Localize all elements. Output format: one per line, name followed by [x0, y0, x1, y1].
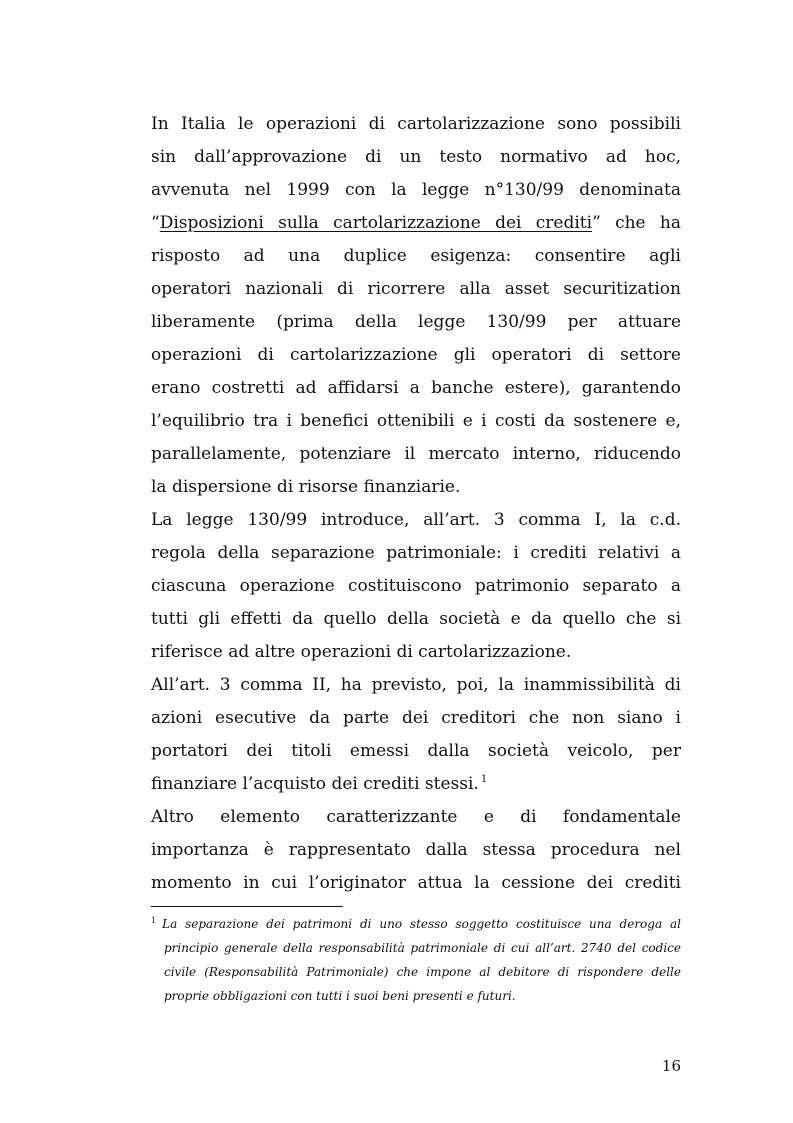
footnote-reference[interactable]: 1	[480, 774, 488, 786]
footnote-line: proprie obbligazioni con tutti i suoi beni presenti e futuri.	[164, 989, 516, 1003]
text-line: risposto ad una duplice esigenza: consentire agli	[151, 246, 681, 266]
text-line: portatori dei titoli emessi dalla società veicolo, per	[151, 741, 681, 761]
text-line: All’art. 3 comma II, ha previsto, poi, la inammissibilità di	[151, 675, 681, 695]
text-line: Altro elemento caratterizzante e di fondamentale	[151, 807, 681, 827]
text-line: la dispersione di risorse finanziarie.	[151, 477, 461, 497]
footnote-mark: 1	[151, 916, 157, 925]
text-line: l’equilibrio tra i benefici ottenibili e i costi da sostenere e,	[151, 411, 681, 431]
text-line: liberamente (prima della legge 130/99 per attuare	[151, 312, 681, 332]
text-line-with-footnote-ref	[151, 768, 681, 801]
text-line: sin dall’approvazione di un testo normativo ad hoc,	[151, 147, 681, 167]
text-line: tutti gli effetti da quello della società e da quello che si	[151, 609, 681, 629]
text-line: ciascuna operazione costituiscono patrimonio separato a	[151, 576, 681, 596]
law-title: Disposizioni sulla cartolarizzazione dei crediti	[159, 213, 593, 233]
text-line: importanza è rappresentato dalla stessa procedura nel	[151, 840, 681, 860]
main-text	[151, 108, 681, 900]
text-line-with-title	[151, 207, 681, 240]
text-line: regola della separazione patrimoniale: i crediti relativi a	[151, 543, 681, 563]
text-line: In Italia le operazioni di cartolarizzazione sono possibili	[151, 114, 681, 134]
text-line: operazioni di cartolarizzazione gli operatori di settore	[151, 345, 681, 365]
close-quote-tail: ” che ha	[592, 213, 681, 233]
footnote-separator	[151, 906, 343, 907]
text-line: parallelamente, potenziare il mercato interno, riducendo	[151, 444, 681, 464]
text-line: erano costretti ad affidarsi a banche estere), garantendo	[151, 378, 681, 398]
page-number: 16	[661, 1057, 681, 1075]
text-line: azioni esecutive da parte dei creditori che non siano i	[151, 708, 681, 728]
text-line: La legge 130/99 introduce, all’art. 3 comma I, la c.d.	[151, 510, 681, 530]
text-line-content: finanziare l’acquisto dei crediti stessi.	[151, 774, 479, 794]
footnote	[151, 912, 681, 1008]
footnote-line: principio generale della responsabilità patrimoniale di cui all’art. 2740 del codice	[164, 941, 681, 955]
open-quote: “	[151, 213, 160, 233]
text-line: operatori nazionali di ricorrere alla asset securitization	[151, 279, 681, 299]
text-line: momento in cui l’originator attua la cessione dei crediti	[151, 873, 681, 893]
text-line: avvenuta nel 1999 con la legge n°130/99 denominata	[151, 180, 681, 200]
text-line: riferisce ad altre operazioni di cartolarizzazione.	[151, 642, 572, 662]
footnote-line-text: La separazione dei patrimoni di uno stesso soggetto costituisce una deroga al	[162, 917, 681, 931]
footnote-line: civile (Responsabilità Patrimoniale) che impone al debitore di rispondere delle	[164, 965, 681, 979]
footnote-line	[151, 912, 681, 936]
